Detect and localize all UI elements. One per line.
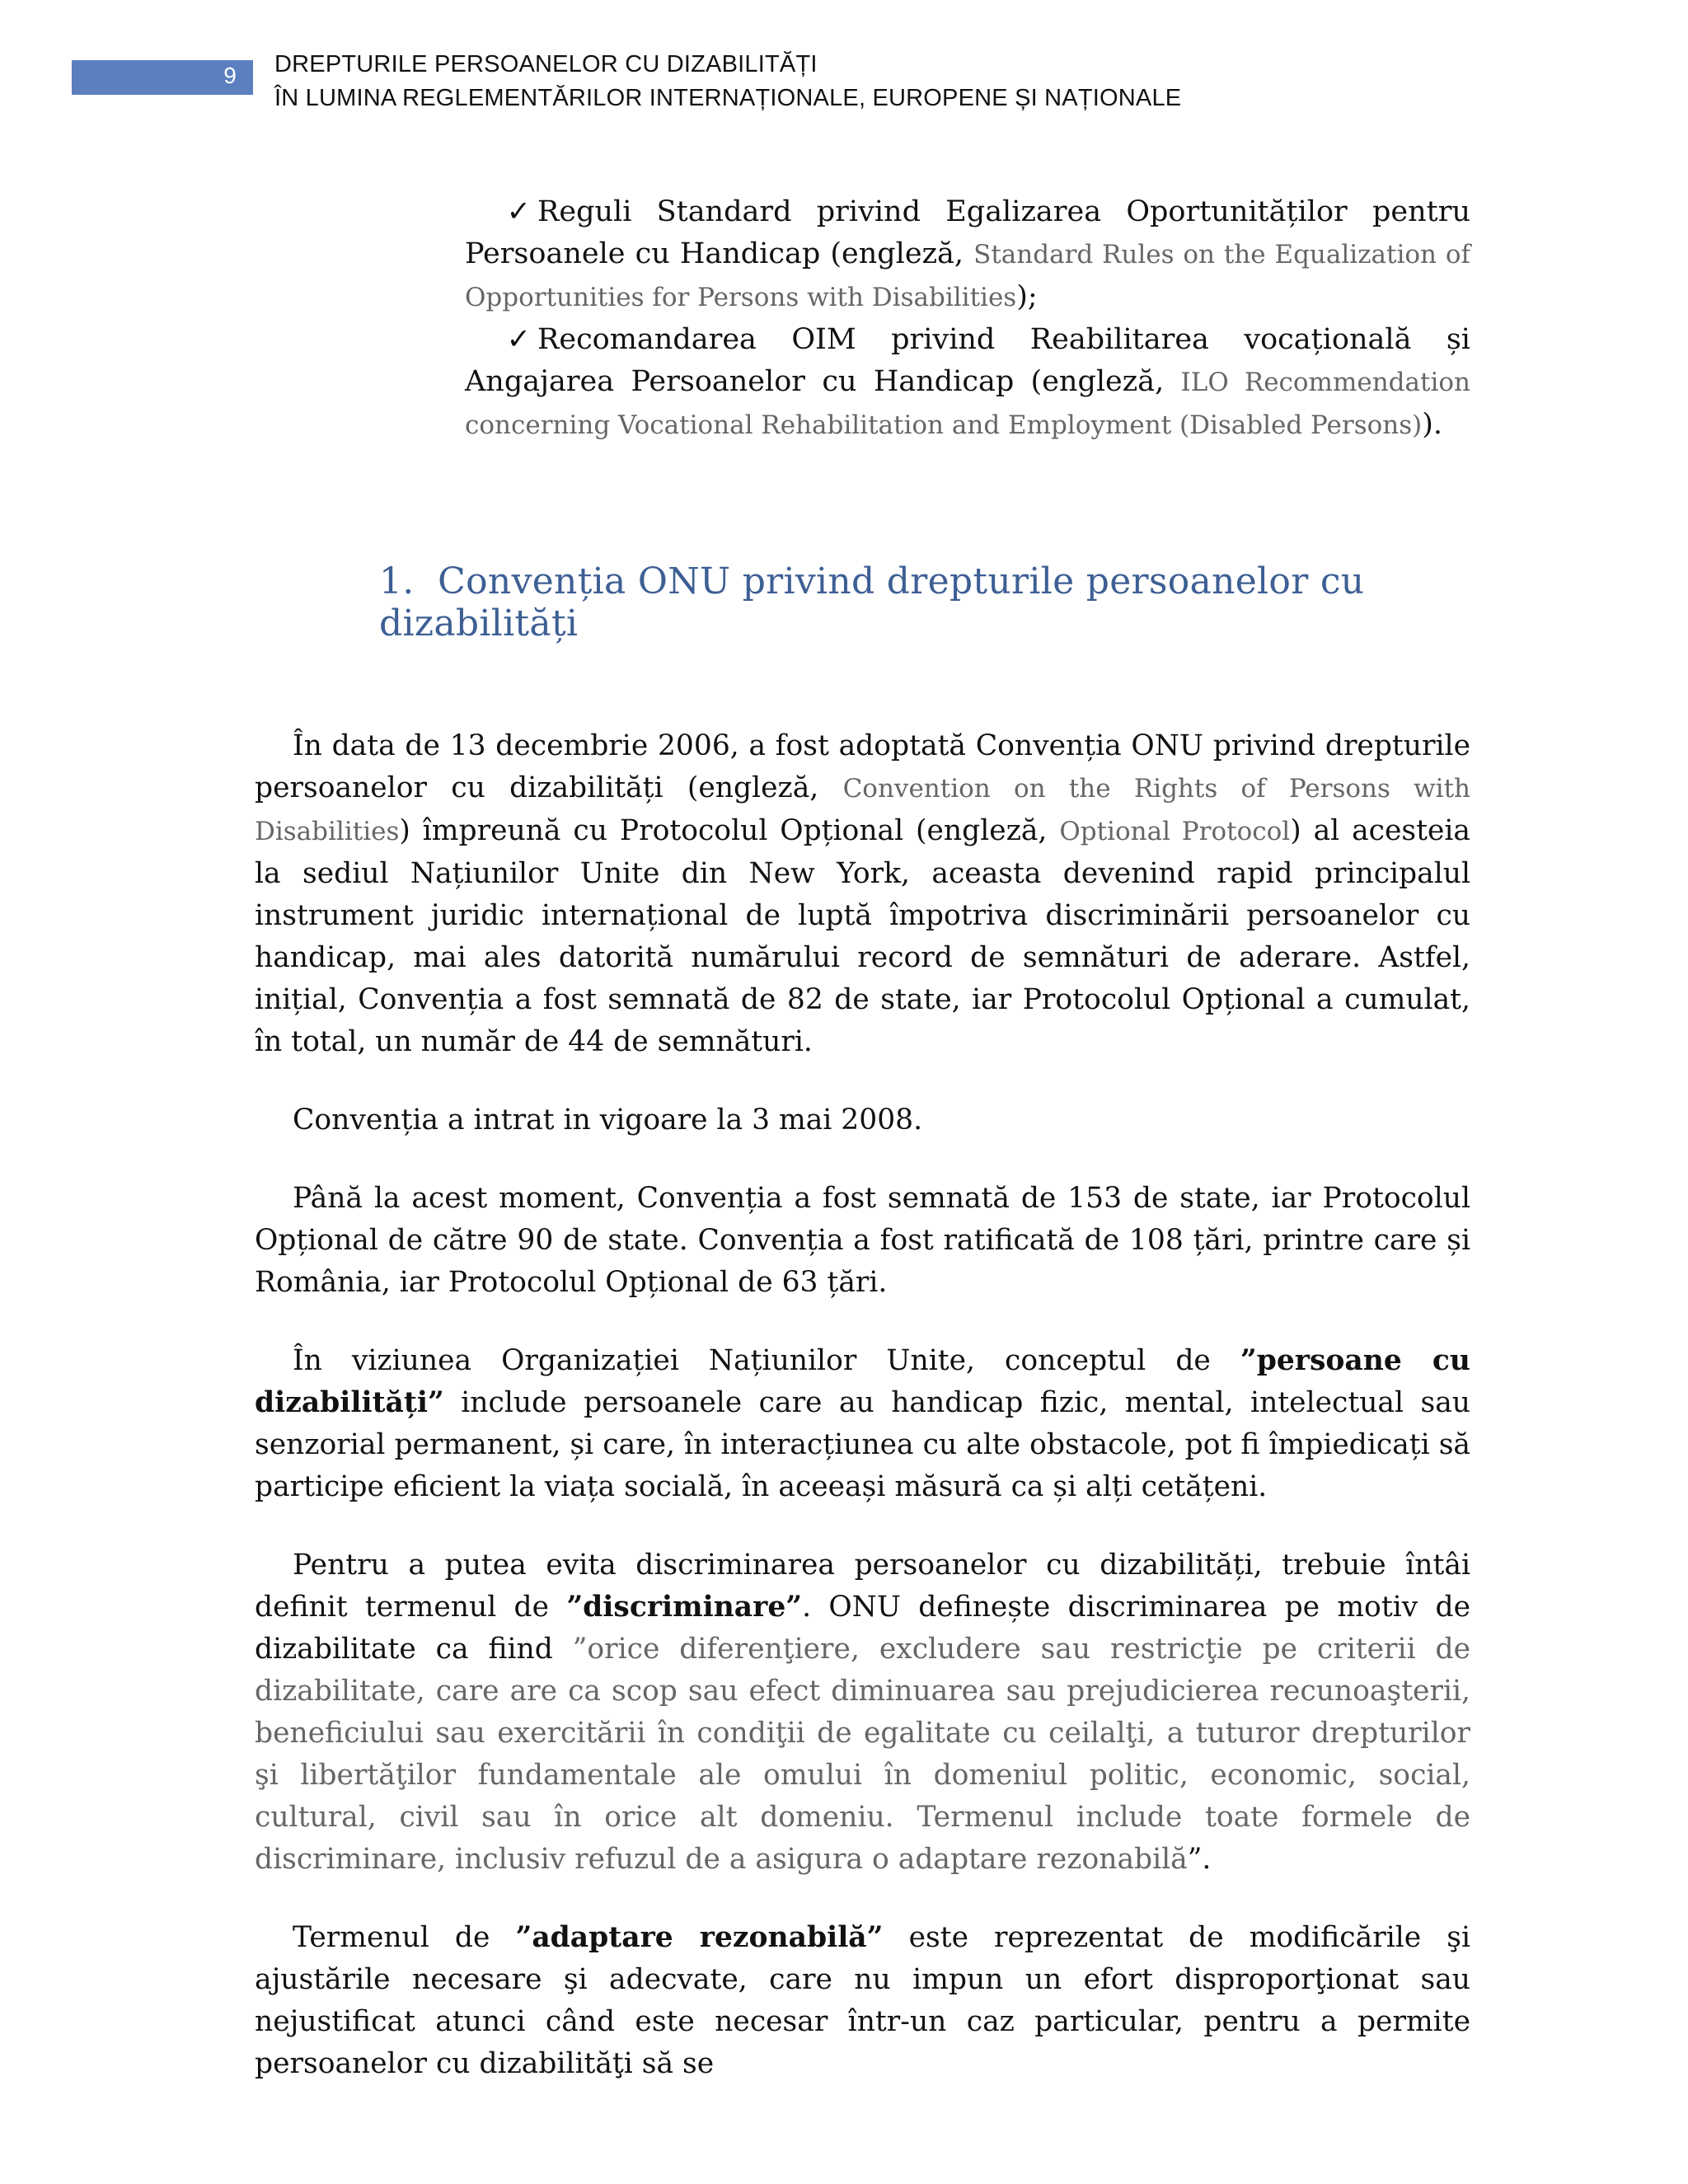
bullet-text: Reguli Standard privind Egalizarea Oportunităților pentru Persoanele cu Handicap (engleză, — [465, 195, 1470, 270]
paragraph: Convenția a intrat in vigoare la 3 mai 2008. — [293, 1104, 923, 1137]
bullet-text-end: ); — [1016, 280, 1038, 313]
running-header-line-2: ÎN LUMINA REGLEMENTĂRILOR INTERNAȚIONALE, EUROPENE ȘI NAȚIONALE — [274, 85, 1182, 111]
text-run: este reprezentat de modificările şi ajustările necesare şi adecvate, care nu impun un efort disproporţionat sau nejustificat atunci când este necesar într-un caz particular, pentru a permite persoanelor cu dizabilităţi să se — [255, 1921, 1470, 2080]
text-run: ) al acesteia la sediul Națiunilor Unite din New York, aceasta devenind rapid principalul instrument juridic internațional de luptă împotriva discriminării persoanelor cu handicap, mai ales datorită numărului record de semnături de aderare. Astfel, inițial, Convenția a fost semnată de 82 de state, iar Protocolul Opțional a cumulat, în total, un număr de 44 de semnături. — [255, 814, 1470, 1058]
text-run: ”. — [1187, 1843, 1212, 1876]
text-run: Termenul de — [293, 1921, 516, 1954]
paragraph: Până la acest moment, Convenția a fost semnată de 153 de state, iar Protocolul Opțional de către 90 de state. Convenția a fost ratificată de 108 țări, printre care și România, iar Protocolul Opțional de 63 țări. — [255, 1182, 1470, 1299]
text-run: include persoanele care au handicap fizic, mental, intelectual sau senzorial permanent, și care, în interacțiunea cu alte obstacole, pot fi împiedicați să participe eficient la viața socială, în aceeași măsură ca și alți cetățeni. — [255, 1386, 1470, 1503]
text-run: În data de 13 decembrie 2006, a fost adoptată Convenția ONU privind drepturile persoanelor cu dizabilități (engleză, — [255, 729, 1470, 804]
text-run: Pentru a putea evita discriminarea persoanelor cu dizabilități, trebuie întâi definit termenul de — [255, 1549, 1470, 1624]
bullet-item — [465, 319, 1470, 447]
text-run: . ONU definește discriminarea pe motiv de dizabilitate ca fiind — [255, 1591, 1470, 1666]
checkmark-icon: ✓ — [506, 195, 531, 228]
english-title: ILO Recommendation concerning Vocational Rehabilitation and Employment (Disabled Persons) — [465, 368, 1470, 440]
english-title: Standard Rules on the Equalization of Opportunities for Persons with Disabilities — [465, 240, 1470, 312]
bullet-list — [465, 191, 1470, 447]
paragraph — [255, 1544, 1470, 1881]
bold-term: ”adaptare rezonabilă” — [515, 1921, 884, 1954]
bullet-text: Recomandarea OIM privind Reabilitarea vocațională și Angajarea Persoanelor cu Handicap (engleză, — [465, 323, 1470, 398]
section-title: Convenția ONU privind drepturile persoanelor cu dizabilități — [379, 560, 1365, 644]
definition-quote: ”orice diferenţiere, excludere sau restricţie pe criterii de dizabilitate, care are ca scop sau efect diminuarea sau prejudicierea recunoaşterii, beneficiului sau exercitării în condiţii de egalitate cu ceilalţi, a tuturor drepturilor şi libertăţilor fundamentale ale omului în domeniul politic, economic, social, cultural, civil sau în orice alt domeniu. Termenul include toate formele de discriminare, inclusiv refuzul de a asigura o adaptare rezonabilă — [255, 1633, 1471, 1876]
running-header-line-1: DREPTURILE PERSOANELOR CU DIZABILITĂȚI — [274, 51, 818, 77]
bullet-item — [465, 191, 1470, 319]
running-header — [274, 48, 1181, 115]
page-number: 9 — [223, 63, 237, 88]
text-run: În viziunea Organizației Națiunilor Unite, conceptul de — [293, 1344, 1240, 1377]
checkmark-icon: ✓ — [506, 323, 531, 356]
paragraph — [255, 1917, 1470, 2085]
section-heading — [379, 560, 1533, 644]
bold-term: ”discriminare” — [566, 1591, 803, 1624]
english-title: Convention on the Rights of Persons with Disabilities — [255, 774, 1470, 846]
text-run: ) împreună cu Protocolul Opțional (engleză, — [399, 814, 1060, 847]
paragraph — [255, 725, 1470, 1063]
english-title: Optional Protocol — [1059, 817, 1291, 846]
bullet-text-end: ). — [1422, 408, 1443, 441]
section-number: 1. — [379, 560, 415, 602]
bold-term: ”persoane cu dizabilități” — [255, 1344, 1470, 1419]
paragraph — [255, 1340, 1470, 1508]
body-text — [255, 725, 1470, 2121]
